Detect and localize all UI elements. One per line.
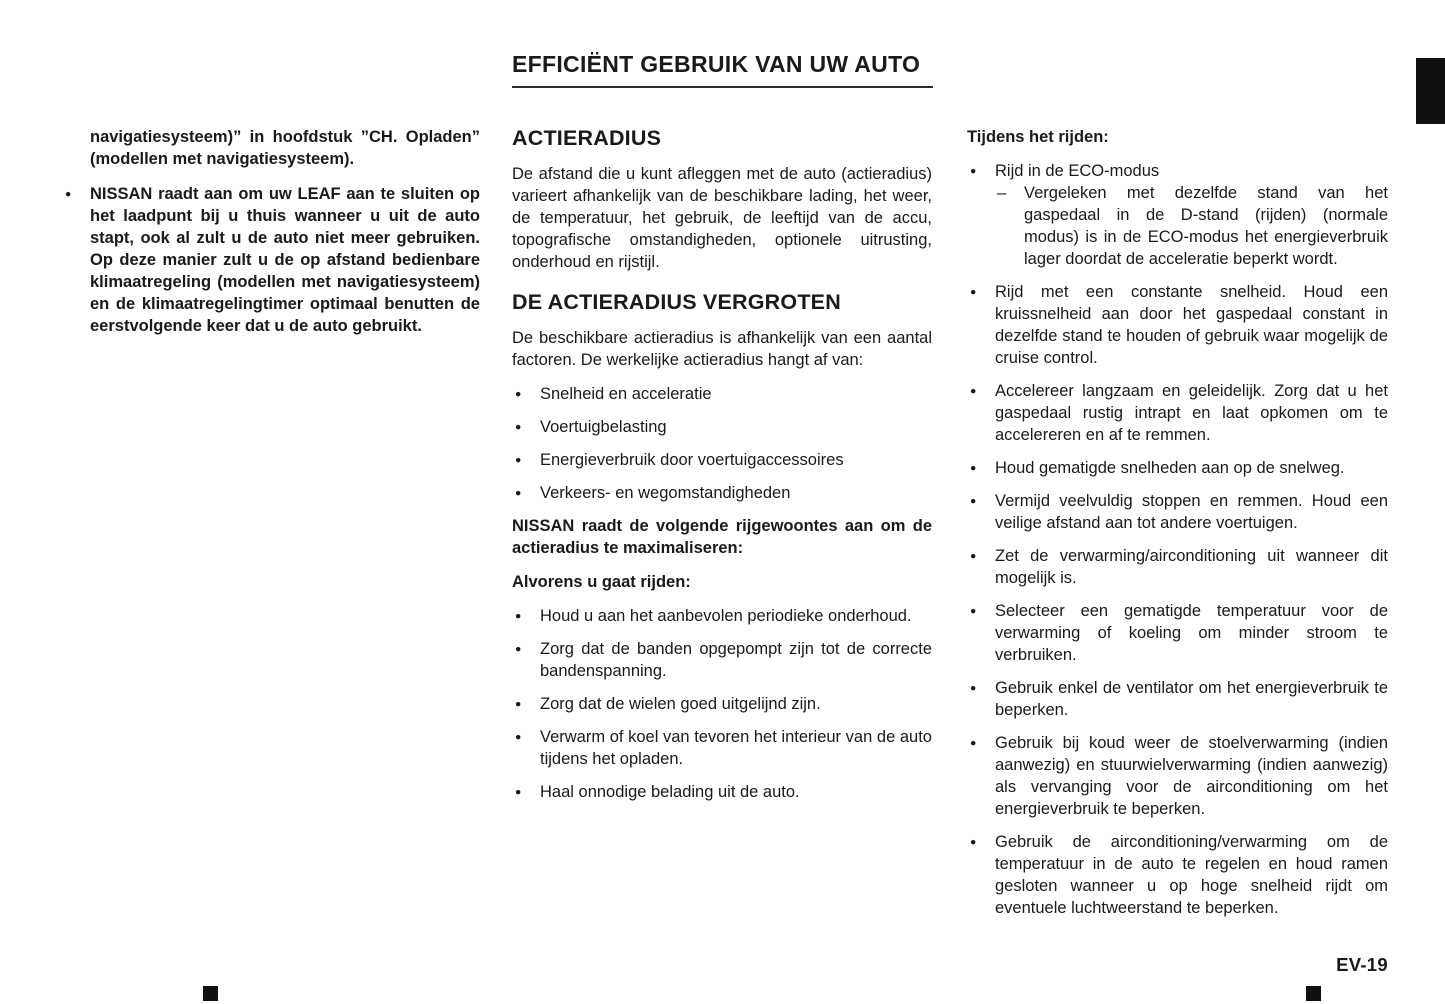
- sub-list-item-text: Vergeleken met dezelfde stand van het gaspedaal in de D-stand (rijden) (normale modus) is in de ECO-modus het energieverbruik lager doordat de acceleratie beperkt wordt.: [1024, 184, 1388, 268]
- list-item: [967, 545, 1388, 589]
- list-item-text: Voertuigbelasting: [540, 418, 667, 436]
- bullet-icon: ●: [970, 495, 977, 507]
- list-item: [512, 781, 932, 803]
- list-item: [967, 600, 1388, 666]
- bullet-icon: ●: [515, 421, 522, 433]
- bullet-icon: ●: [970, 682, 977, 694]
- page-number: EV-19: [1336, 954, 1388, 975]
- list-item: [512, 416, 932, 438]
- bullet-icon: ●: [970, 385, 977, 397]
- page-title: EFFICIËNT GEBRUIK VAN UW AUTO: [512, 50, 933, 88]
- list-item-text: Zorg dat de banden opgepompt zijn tot de correcte bandenspanning.: [540, 640, 932, 680]
- left-intro-text: navigatiesysteem)” in hoofdstuk ”CH. Opladen” (modellen met navigatiesysteem).: [90, 128, 480, 168]
- list-item: [967, 281, 1388, 369]
- section-heading-actieradius: ACTIERADIUS: [512, 126, 662, 150]
- list-item-text: NISSAN raadt aan om uw LEAF aan te sluiten op het laadpunt bij u thuis wanneer u uit de auto stapt, ook al zult u de auto niet meer gebruiken. Op deze manier zult u de op afstand bedienbare klimaatregeling (modellen met navigatiesysteem) en de klimaatregelingtimer optimaal benutten de eerstvolgende keer dat u de auto gebruikt.: [90, 185, 480, 335]
- list-item: [967, 457, 1388, 479]
- section-tab-marker: [1416, 58, 1445, 124]
- right-column: [967, 126, 1388, 930]
- advice-text: NISSAN raadt de volgende rijgewoontes aan om de actieradius te maximaliseren:: [512, 517, 932, 557]
- footer-marker-right: [1306, 986, 1321, 1001]
- list-item-text: Zorg dat de wielen goed uitgelijnd zijn.: [540, 695, 821, 713]
- list-item: [967, 732, 1388, 820]
- bullet-icon: ●: [970, 836, 977, 848]
- list-item-text: Verwarm of koel van tevoren het interieur van de auto tijdens het opladen.: [540, 728, 932, 768]
- bullet-icon: ●: [515, 610, 522, 622]
- bullet-icon: ●: [970, 737, 977, 749]
- subheading-before-driving: Alvorens u gaat rijden:: [512, 573, 691, 591]
- list-item: [512, 449, 932, 471]
- list-item: [967, 490, 1388, 534]
- list-item-text: Vermijd veelvuldig stoppen en remmen. Houd een veilige afstand aan tot andere voertuigen.: [995, 492, 1388, 532]
- list-item-text: Accelereer langzaam en geleidelijk. Zorg dat u het gaspedaal rustig intrapt en laat opkomen om te accelereren en af te remmen.: [995, 382, 1388, 444]
- list-item-text: Houd u aan het aanbevolen periodieke onderhoud.: [540, 607, 912, 625]
- list-item-text: Gebruik de airconditioning/verwarming om de temperatuur in de auto te regelen en houd ramen gesloten wanneer u op hoge snelheid rijdt om eventuele luchtweerstand te beperken.: [995, 833, 1388, 917]
- bullet-icon: ●: [515, 731, 522, 743]
- bullet-icon: ●: [970, 165, 977, 177]
- bullet-icon: ●: [970, 286, 977, 298]
- list-item: [967, 380, 1388, 446]
- sub-list-item: [995, 182, 1388, 270]
- left-column: [62, 126, 480, 348]
- list-item: [967, 677, 1388, 721]
- list-item: [512, 693, 932, 715]
- list-item-text: Gebruik enkel de ventilator om het energieverbruik te beperken.: [995, 679, 1388, 719]
- list-item: [967, 831, 1388, 919]
- list-item-text: Energieverbruik door voertuigaccessoires: [540, 451, 844, 469]
- list-item-text: Rijd in de ECO-modus: [995, 162, 1160, 180]
- dash-icon: –: [997, 184, 1007, 202]
- section-heading-vergroten: DE ACTIERADIUS VERGROTEN: [512, 290, 841, 314]
- list-item-text: Selecteer een gematigde temperatuur voor de verwarming of koeling om minder stroom te verbruiken.: [995, 602, 1388, 664]
- section-body: De afstand die u kunt afleggen met de auto (actieradius) varieert afhankelijk van de beschikbare lading, het weer, de temperatuur, het gebruik, de leeftijd van de accu, topografische omstandigheden, optionele uitrusting, onderhoud en rijstijl.: [512, 165, 932, 271]
- list-item: [512, 605, 932, 627]
- bullet-icon: ●: [515, 786, 522, 798]
- bullet-icon: ●: [515, 698, 522, 710]
- bullet-icon: ●: [970, 462, 977, 474]
- bullet-icon: ●: [970, 550, 977, 562]
- list-item: [967, 160, 1388, 270]
- list-item-text: Houd gematigde snelheden aan op de snelweg.: [995, 459, 1345, 477]
- bullet-icon: ●: [65, 188, 72, 200]
- list-item: [512, 383, 932, 405]
- section-body: De beschikbare actieradius is afhankelijk van een aantal factoren. De werkelijke actieradius hangt af van:: [512, 329, 932, 369]
- list-item: [512, 638, 932, 682]
- bullet-icon: ●: [515, 454, 522, 466]
- footer-marker-left: [203, 986, 218, 1001]
- list-item-text: Zet de verwarming/airconditioning uit wanneer dit mogelijk is.: [995, 547, 1388, 587]
- middle-column: [512, 126, 932, 814]
- list-item-text: Rijd met een constante snelheid. Houd een kruissnelheid aan door het gaspedaal constant in dezelfde stand te houden of gebruik waar mogelijk de cruise control.: [995, 283, 1388, 367]
- list-item: [512, 726, 932, 770]
- list-item: [62, 183, 480, 337]
- bullet-icon: ●: [515, 487, 522, 499]
- list-item-text: Snelheid en acceleratie: [540, 385, 712, 403]
- list-item: [512, 482, 932, 504]
- list-item-text: Haal onnodige belading uit de auto.: [540, 783, 800, 801]
- bullet-icon: ●: [970, 605, 977, 617]
- bullet-icon: ●: [515, 643, 522, 655]
- bullet-icon: ●: [515, 388, 522, 400]
- list-item-text: Gebruik bij koud weer de stoelverwarming (indien aanwezig) en stuurwielverwarming (indien aanwezig) als vervanging voor de airconditioning om het energieverbruik te beperken.: [995, 734, 1388, 818]
- subheading-while-driving: Tijdens het rijden:: [967, 128, 1109, 146]
- list-item-text: Verkeers- en wegomstandigheden: [540, 484, 791, 502]
